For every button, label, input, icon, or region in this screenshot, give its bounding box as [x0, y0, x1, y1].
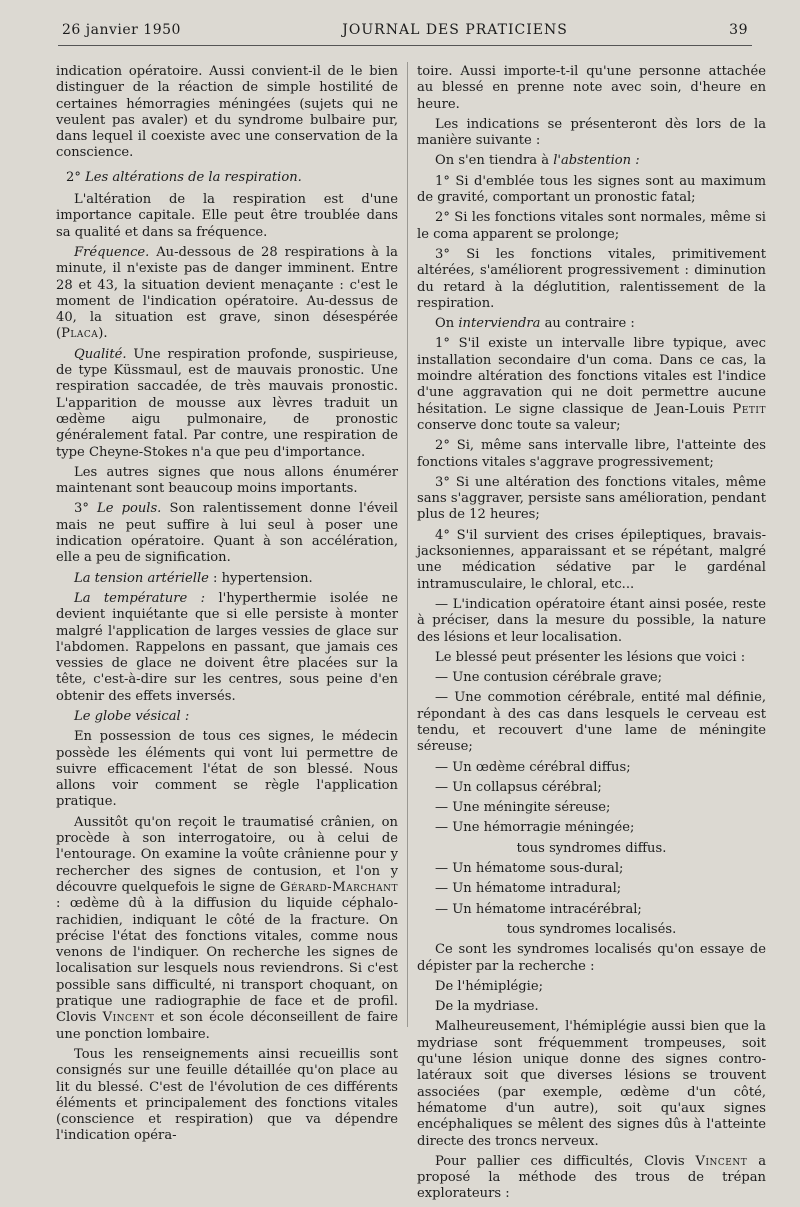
header-date: 26 janvier 1950: [62, 22, 181, 38]
group-label-localized: tous syndromes localisés.: [506, 921, 677, 937]
paragraph: De l'hémiplégie;: [435, 978, 544, 994]
paragraph: Ce sont les syndromes localisés qu'on essaye de dépister par la recherche :: [417, 942, 766, 974]
section-heading: 2° Les altérations de la respiration.: [66, 169, 302, 185]
paragraph: indication opératoire. Aussi convient-il de le bien distinguer de la réaction de simple hostilité de certaines hémorragies méningées (sujets qui ne veulent pas avaler) et du syndrome bulbaire pur, dans lequel il coexiste avec une conservation de la conscience.: [56, 64, 398, 161]
paragraph: 1° Si d'emblée tous les signes sont au maximum de gravité, comportant un pronostic fatal;: [417, 173, 766, 206]
paragraph: Qualité. Une respiration profonde, suspirieuse, de type Küssmaul, est de mauvais pronostic. Une respiration saccadée, de très mauvais pronostic. L'apparition de mousse aux lèvres traduit un œdème aigu pulmonaire, de pronostic généralement fatal. Par contre, une respiration de type Cheyne-Stokes n'a que peu d'importance.: [56, 346, 398, 460]
paragraph: 4° S'il survient des crises épileptiques, bravais-jacksoniennes, apparaissant et se répétant, malgré une médication sédative par le gardénal intramusculaire, le chloral, etc...: [417, 527, 766, 592]
journal-title: JOURNAL DES PRATICIENS: [342, 22, 568, 38]
paragraph: 1° S'il existe un intervalle libre typique, avec installation secondaire d'un coma. Dans ce cas, la moindre altération des fonctions vitales est l'indice d'une aggravation qui ne doit permettre aucune hésitation. Le signe classique de Jean-Louis Petit conserve donc toute sa valeur;: [417, 336, 766, 433]
paragraph: On s'en tiendra à l'abstention :: [435, 153, 640, 169]
left-column: [56, 64, 398, 1149]
paragraph: On interviendra au contraire :: [435, 316, 635, 332]
paragraph: Fréquence. Au-dessous de 28 respirations à la minute, il n'existe pas de danger imminent. Entre 28 et 43, la situation devient menaçante : c'est le moment de l'indication opératoire. Au-dessus de 40, la situation est grave, sinon désespérée (Placa).: [56, 244, 398, 342]
paragraph: Les indications se présenteront dès lors de la manière suivante :: [417, 116, 766, 149]
paragraph: De la mydriase.: [435, 999, 539, 1015]
page-header: [62, 22, 748, 44]
lesion-list-localized: [417, 861, 766, 918]
lesion-list-diffuse: [417, 670, 766, 837]
page-number: 39: [729, 22, 748, 38]
list-item: — Une commotion cérébrale, entité mal définie, répondant à des cas dans lesquels le cerveau est tendu, et recouvert d'une lame de méningite séreuse;: [417, 690, 766, 755]
list-item: — Un hématome intracérébral;: [435, 901, 642, 917]
paragraph: Le globe vésical :: [74, 708, 190, 724]
paragraph: L'altération de la respiration est d'une importance capitale. Elle peut être troublée dans sa qualité et dans sa fréquence.: [56, 192, 398, 240]
paragraph: toire. Aussi importe-t-il qu'une personne attachée au blessé en prenne note avec soin, d'heure en heure.: [417, 64, 766, 112]
list-item: — Une méningite séreuse;: [435, 800, 611, 816]
paragraph: Tous les renseignements ainsi recueillis sont consignés sur une feuille détaillée qu'on place au lit du blessé. C'est de l'évolution de ces différents éléments et principalement des fonctions vitales (conscience et respiration) que va dépendre l'indication opéra-: [56, 1046, 398, 1144]
paragraph: Malheureusement, l'hémiplégie aussi bien que la mydriase sont fréquemment trompeuses, soit qu'une lésion unique donne des signes contro-latéraux soit que diverses lésions se trouvent associées (par exemple, œdème d'un côté, hématome d'un autre), soit qu'aux signes encéphaliques se mêlent des signes dûs à l'atteinte directe des troncs nerveux.: [417, 1019, 766, 1149]
list-item: — Un collapsus cérébral;: [435, 779, 602, 795]
paragraph: Pour pallier ces difficultés, Clovis Vincent a proposé la méthode des trous de trépan explorateurs :: [417, 1153, 766, 1202]
paragraph: 3° Le pouls. Son ralentissement donne l'éveil mais ne peut suffire à lui seul à poser une indication opératoire. Quant à son accélération, elle a peu de signification.: [56, 501, 398, 566]
paragraph: Aussitôt qu'on reçoit le traumatisé crânien, on procède à son interrogatoire, ou à celui de l'entourage. On examine la voûte crânienne pour y rechercher des signes de contusion, et l'on y découvre quelquefois le signe de Gérard-Marchant : œdème dû à la diffusion du liquide céphalo-rachidien, indiquant le côté de la fracture. On précise l'état des fonctions vitales, comme nous venons de l'indiquer. On recherche les signes de localisation sur lesquels nous reviendrons. Si c'est possible sans difficulté, ni transport choquant, on pratique une radiographie de face et de profil. Clovis Vincent et son école déconseillent de faire une ponction lombaire.: [56, 814, 398, 1042]
list-item: — Un hématome sous-dural;: [435, 861, 624, 877]
paragraph: Les autres signes que nous allons énumérer maintenant sont beaucoup moins importants.: [56, 464, 398, 497]
list-item: — Un hématome intradural;: [435, 881, 622, 897]
paragraph: 3° Si une altération des fonctions vitales, même sans s'aggraver, persiste sans amélioration, pendant plus de 12 heures;: [417, 474, 766, 523]
list-item: — Une hémorragie méningée;: [435, 820, 635, 836]
paragraph: 3° Si les fonctions vitales, primitivement altérées, s'améliorent progressivement : diminution du retard à la déglutition, ralentissement de la respiration.: [417, 246, 766, 311]
right-column: [417, 64, 766, 1207]
header-rule: [58, 45, 752, 46]
column-divider: [407, 62, 408, 1027]
paragraph: 2° Si les fonctions vitales sont normales, même si le coma apparent se prolonge;: [417, 210, 766, 242]
paragraph: 2° Si, même sans intervalle libre, l'atteinte des fonctions vitales s'aggrave progressivement;: [417, 438, 766, 470]
paragraph: En possession de tous ces signes, le médecin possède les éléments qui vont lui permettre de suivre efficacement l'état de son blessé. Nous allons voir comment se règle l'application pratique.: [56, 729, 398, 810]
paragraph: Le blessé peut présenter les lésions que voici :: [435, 649, 746, 665]
paragraph: La température : l'hyperthermie isolée ne devient inquiétante que si elle persiste à monter malgré l'application de larges vessies de glace sur l'abdomen. Rappelons en passant, que jamais ces vessies de glace ne doivent être placées sur la tête, c'est-à-dire sur les centres, sous peine d'en obtenir des effets inversés.: [56, 590, 398, 704]
paragraph: — L'indication opératoire étant ainsi posée, reste à préciser, dans la mesure du possible, la nature des lésions et leur localisation.: [417, 596, 766, 645]
paragraph: La tension artérielle : hypertension.: [74, 570, 313, 586]
group-label-diffuse: tous syndromes diffus.: [516, 840, 667, 856]
list-item: — Une contusion cérébrale grave;: [435, 670, 663, 686]
list-item: — Un œdème cérébral diffus;: [435, 759, 631, 775]
